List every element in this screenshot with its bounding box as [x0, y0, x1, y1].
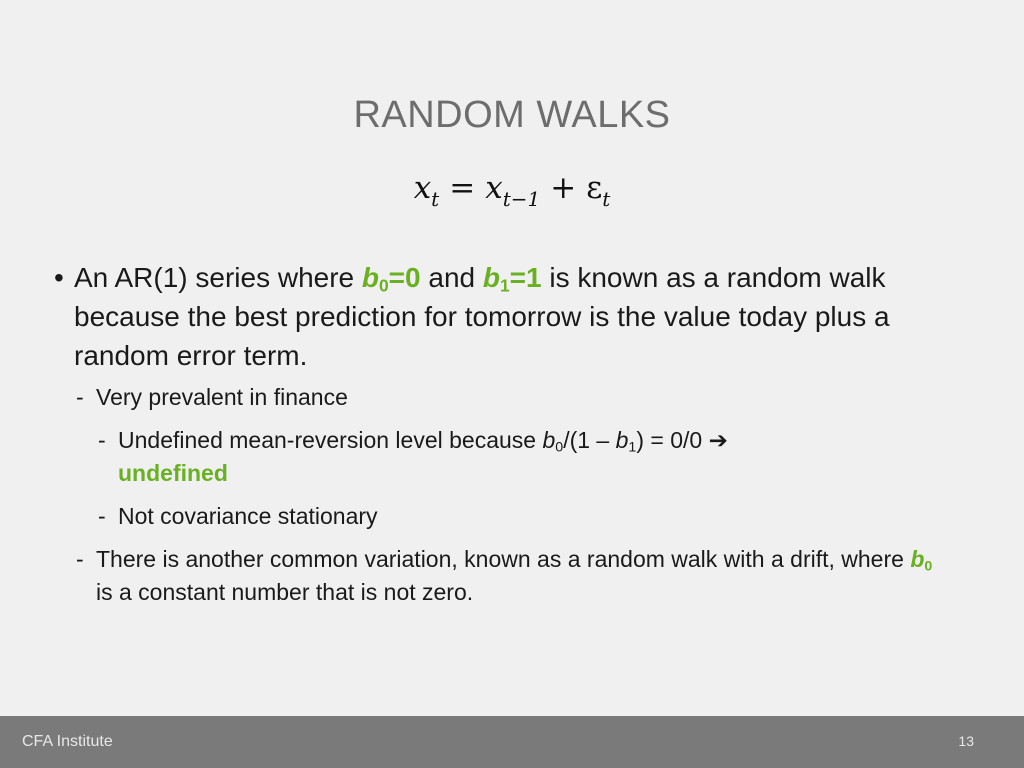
dash-marker: - [76, 546, 84, 572]
undefined-mean-text-3: ) = 0/0 [636, 427, 709, 453]
formula-plus: + [550, 170, 577, 206]
formula-lhs-variable: x [413, 170, 432, 206]
not-stationary-text: Not covariance stationary [118, 503, 378, 529]
drift-text-1: There is another common variation, known as a random walk with a drift, where [96, 546, 911, 572]
b0-variable: b [361, 262, 379, 293]
b0-variable: b [910, 546, 925, 572]
arrow-right-icon: ➔ [708, 427, 728, 453]
footer-bar [0, 716, 1024, 768]
formula-rhs-subscript: t−1 [502, 187, 541, 211]
footer-brand: CFA Institute [22, 733, 113, 750]
formula-error-term: ε [586, 170, 603, 206]
b0-equals-zero [361, 262, 421, 296]
sub-bullet-prevalent [76, 381, 954, 414]
main-bullet-text-1: An AR(1) series where [74, 262, 362, 293]
sub-bullet-undefined-mean [98, 424, 954, 490]
sub-bullet-drift [76, 543, 954, 609]
undefined-mean-text-2: /(1 – [563, 427, 616, 453]
dash-marker: - [98, 503, 106, 529]
page-number: 13 [958, 733, 974, 749]
main-bullet-text-2: and [420, 262, 483, 293]
b1-subscript: 1 [628, 439, 637, 456]
main-bullet-text-3: is known as a random walk because the best prediction for tomorrow is the value today plus a random error term. [74, 262, 890, 371]
slide-title: RANDOM WALKS [353, 94, 671, 136]
slide-body [54, 258, 954, 609]
undefined-mean-text-1: Undefined mean-reversion level because [118, 427, 543, 453]
b0-subscript: 0 [924, 558, 933, 575]
main-bullet [54, 258, 954, 375]
drift-text-2: is a constant number that is not zero. [96, 579, 474, 605]
b0-subscript: 0 [555, 439, 564, 456]
b1-subscript: 1 [499, 275, 510, 296]
b1-variable: b [482, 262, 500, 293]
bullet-marker: • [54, 262, 64, 293]
sub-bullet-prevalent-text: Very prevalent in finance [96, 384, 348, 410]
b1-variable: b [615, 427, 629, 453]
b0-value: =0 [388, 262, 421, 293]
formula-rhs-variable: x [485, 170, 503, 206]
undefined-result: undefined [118, 460, 228, 486]
random-walk-formula [0, 170, 1024, 211]
formula-error-subscript: t [602, 187, 611, 211]
b1-equals-one [482, 262, 542, 296]
formula-lhs-subscript: t [431, 187, 440, 211]
dash-marker: - [98, 427, 106, 453]
b0-subscript: 0 [379, 275, 389, 296]
b0-variable: b [542, 427, 556, 453]
sub-bullet-not-stationary [98, 500, 954, 533]
formula-equals: = [449, 170, 476, 206]
b0-highlight [910, 546, 933, 575]
dash-marker: - [76, 384, 84, 410]
b1-value: =1 [509, 262, 542, 293]
